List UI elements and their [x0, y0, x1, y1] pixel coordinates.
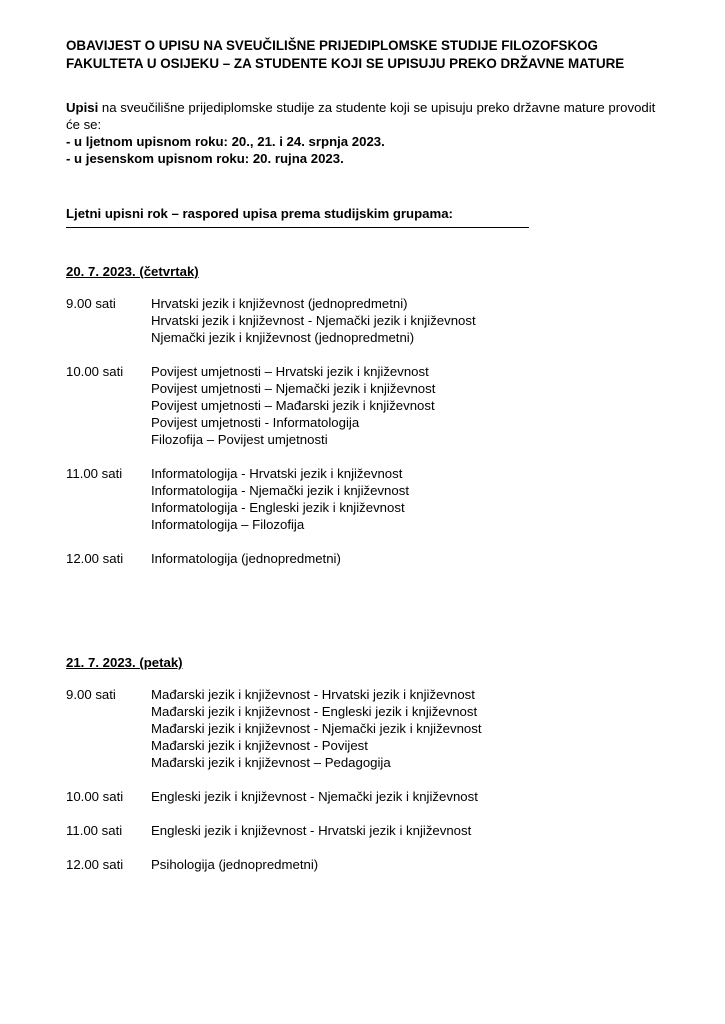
time-slot [66, 856, 666, 873]
time-slot [66, 295, 666, 346]
heading-rule [66, 227, 529, 228]
day-section [66, 263, 666, 567]
program-item: Mađarski jezik i književnost - Engleski jezik i književnost [151, 704, 478, 719]
program-item: Informatologija - Njemački jezik i književnost [151, 483, 409, 498]
slot-programs [151, 550, 666, 567]
program-item: Njemački jezik i književnost (jednopredmetni) [151, 330, 415, 345]
schedule-days [66, 263, 666, 873]
program-item: Engleski jezik i književnost - Hrvatski jezik i književnost [151, 823, 472, 838]
slot-time: 9.00 sati [66, 687, 116, 702]
program-item: Informatologija - Hrvatski jezik i književnost [151, 466, 403, 481]
time-slot [66, 550, 666, 567]
time-slot [66, 788, 666, 805]
time-slot [66, 822, 666, 839]
program-item: Povijest umjetnosti – Mađarski jezik i književnost [151, 398, 435, 413]
slot-time: 10.00 sati [66, 789, 124, 804]
program-item: Engleski jezik i književnost - Njemački jezik i književnost [151, 789, 478, 804]
intro-section [66, 99, 666, 167]
intro-text: na sveučilišne prijediplomske studije za studente koji se upisuju preko državne mature provodit će se: [66, 100, 656, 132]
program-item: Hrvatski jezik i književnost (jednopredmetni) [151, 296, 408, 311]
slot-programs [151, 856, 666, 873]
program-item: Psihologija (jednopredmetni) [151, 857, 319, 872]
day-title: 20. 7. 2023. (četvrtak) [66, 264, 199, 279]
intro-summer-term: - u ljetnom upisnom roku: 20., 21. i 24. srpnja 2023. [66, 134, 385, 149]
slot-programs [151, 295, 666, 346]
slot-time: 10.00 sati [66, 364, 124, 379]
program-item: Mađarski jezik i književnost - Hrvatski jezik i književnost [151, 687, 475, 702]
program-item: Informatologija – Filozofija [151, 517, 305, 532]
schedule-heading: Ljetni upisni rok – raspored upisa prema studijskim grupama: [66, 206, 453, 221]
time-slot [66, 465, 666, 533]
intro-lead: Upisi [66, 100, 99, 115]
program-item: Informatologija - Engleski jezik i književnost [151, 500, 405, 515]
intro-autumn-term: - u jesenskom upisnom roku: 20. rujna 2023. [66, 151, 344, 166]
day-section [66, 654, 666, 873]
slot-programs [151, 465, 666, 533]
program-item: Povijest umjetnosti - Informatologija [151, 415, 360, 430]
intro-paragraph [66, 99, 666, 133]
slot-time: 11.00 sati [66, 466, 123, 481]
slot-time: 11.00 sati [66, 823, 123, 838]
slot-programs [151, 822, 666, 839]
document-title: OBAVIJEST O UPISU NA SVEUČILIŠNE PRIJEDIPLOMSKE STUDIJE FILOZOFSKOG FAKULTETA U OSIJEKU – ZA STUDENTE KOJI SE UPISUJU PREKO DRŽAVNE MATURE [66, 38, 625, 71]
program-item: Filozofija – Povijest umjetnosti [151, 432, 328, 447]
slot-programs [151, 363, 666, 448]
slot-time: 9.00 sati [66, 296, 116, 311]
program-item: Povijest umjetnosti – Hrvatski jezik i književnost [151, 364, 429, 379]
time-slot [66, 686, 666, 771]
program-item: Hrvatski jezik i književnost - Njemački jezik i književnost [151, 313, 476, 328]
program-item: Informatologija (jednopredmetni) [151, 551, 341, 566]
day-title: 21. 7. 2023. (petak) [66, 655, 183, 670]
program-item: Mađarski jezik i književnost - Povijest [151, 738, 368, 753]
slot-time: 12.00 sati [66, 551, 124, 566]
program-item: Mađarski jezik i književnost – Pedagogija [151, 755, 391, 770]
document-page [66, 37, 666, 873]
slot-programs [151, 788, 666, 805]
time-slots [66, 686, 666, 873]
slot-time: 12.00 sati [66, 857, 124, 872]
program-item: Povijest umjetnosti – Njemački jezik i književnost [151, 381, 436, 396]
time-slot [66, 363, 666, 448]
program-item: Mađarski jezik i književnost - Njemački jezik i književnost [151, 721, 482, 736]
time-slots [66, 295, 666, 567]
slot-programs [151, 686, 666, 771]
